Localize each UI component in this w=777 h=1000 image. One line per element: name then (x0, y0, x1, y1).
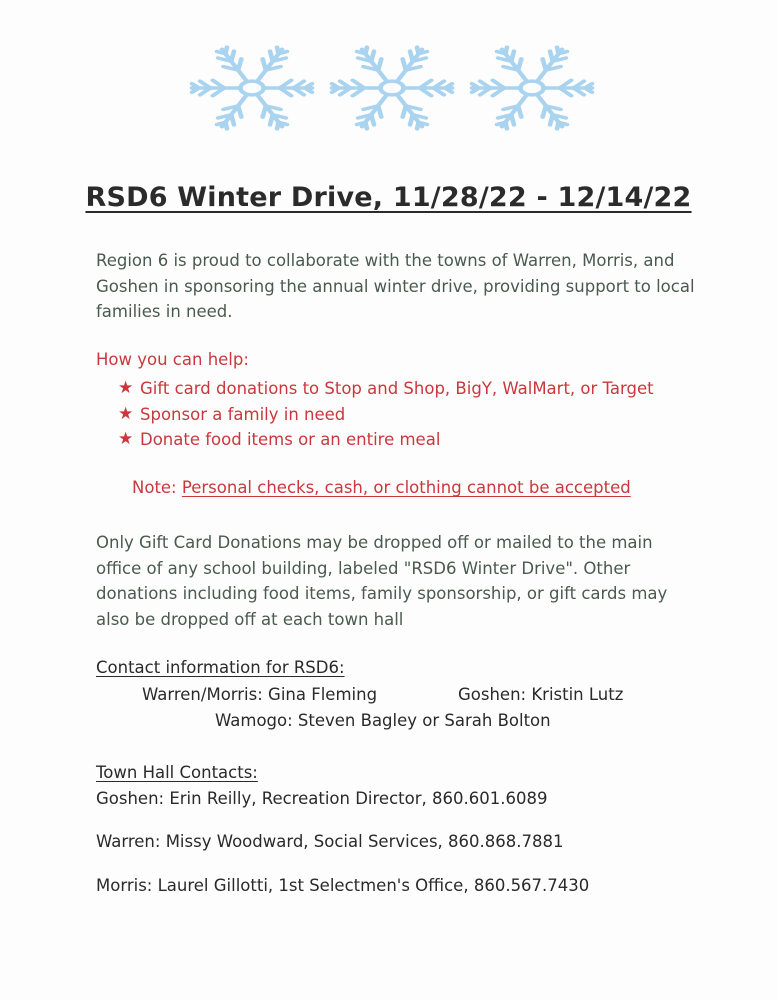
snowflake-banner (0, 38, 777, 148)
star-icon: ★ (118, 378, 134, 398)
list-item: ★ Donate food items or an entire meal (118, 427, 678, 453)
star-icon: ★ (118, 403, 134, 424)
help-heading: How you can help: (96, 350, 249, 369)
note-label: Note: (132, 478, 177, 497)
contact-goshen: Goshen: Kristin Lutz (458, 685, 624, 704)
dropoff-paragraph: Only Gift Card Donations may be dropped off or mailed to the main office of any school building, labeled "RSD6 Winter Drive". Other donations including food items, family sponsorship, or gift cards may also be dropped off at each town hall (96, 533, 668, 629)
list-item: ★ Gift card donations to Stop and Shop, BigY, WalMart, or Target (118, 376, 678, 402)
page-title: RSD6 Winter Drive, 11/28/22 - 12/14/22 (85, 182, 692, 213)
snowflake-icon (326, 38, 458, 138)
town-hall-heading: Town Hall Contacts: (96, 763, 258, 782)
town-hall-goshen: Goshen: Erin Reilly, Recreation Director, 860.601.6089 (96, 789, 548, 808)
star-icon: ★ (118, 429, 134, 449)
list-item: ★ Sponsor a family in need (118, 402, 678, 428)
intro-paragraph: Region 6 is proud to collaborate with the towns of Warren, Morris, and Goshen in sponsoring the annual winter drive, providing support to local families in need. (96, 251, 695, 321)
note-text: Personal checks, cash, or clothing cannot be accepted (181, 478, 631, 497)
town-hall-morris: Morris: Laurel Gillotti, 1st Selectmen's Office, 860.567.7430 (96, 876, 590, 895)
contact-wamogo: Wamogo: Steven Bagley or Sarah Bolton (215, 711, 551, 730)
donation-note (132, 478, 631, 497)
contact-heading: Contact information for RSD6: (96, 658, 345, 677)
snowflake-icon (186, 38, 318, 138)
town-hall-warren: Warren: Missy Woodward, Social Services, 860.868.7881 (96, 832, 564, 851)
snowflake-icon (466, 38, 598, 138)
help-list (118, 376, 678, 453)
contact-warren-morris: Warren/Morris: Gina Fleming (142, 685, 378, 704)
